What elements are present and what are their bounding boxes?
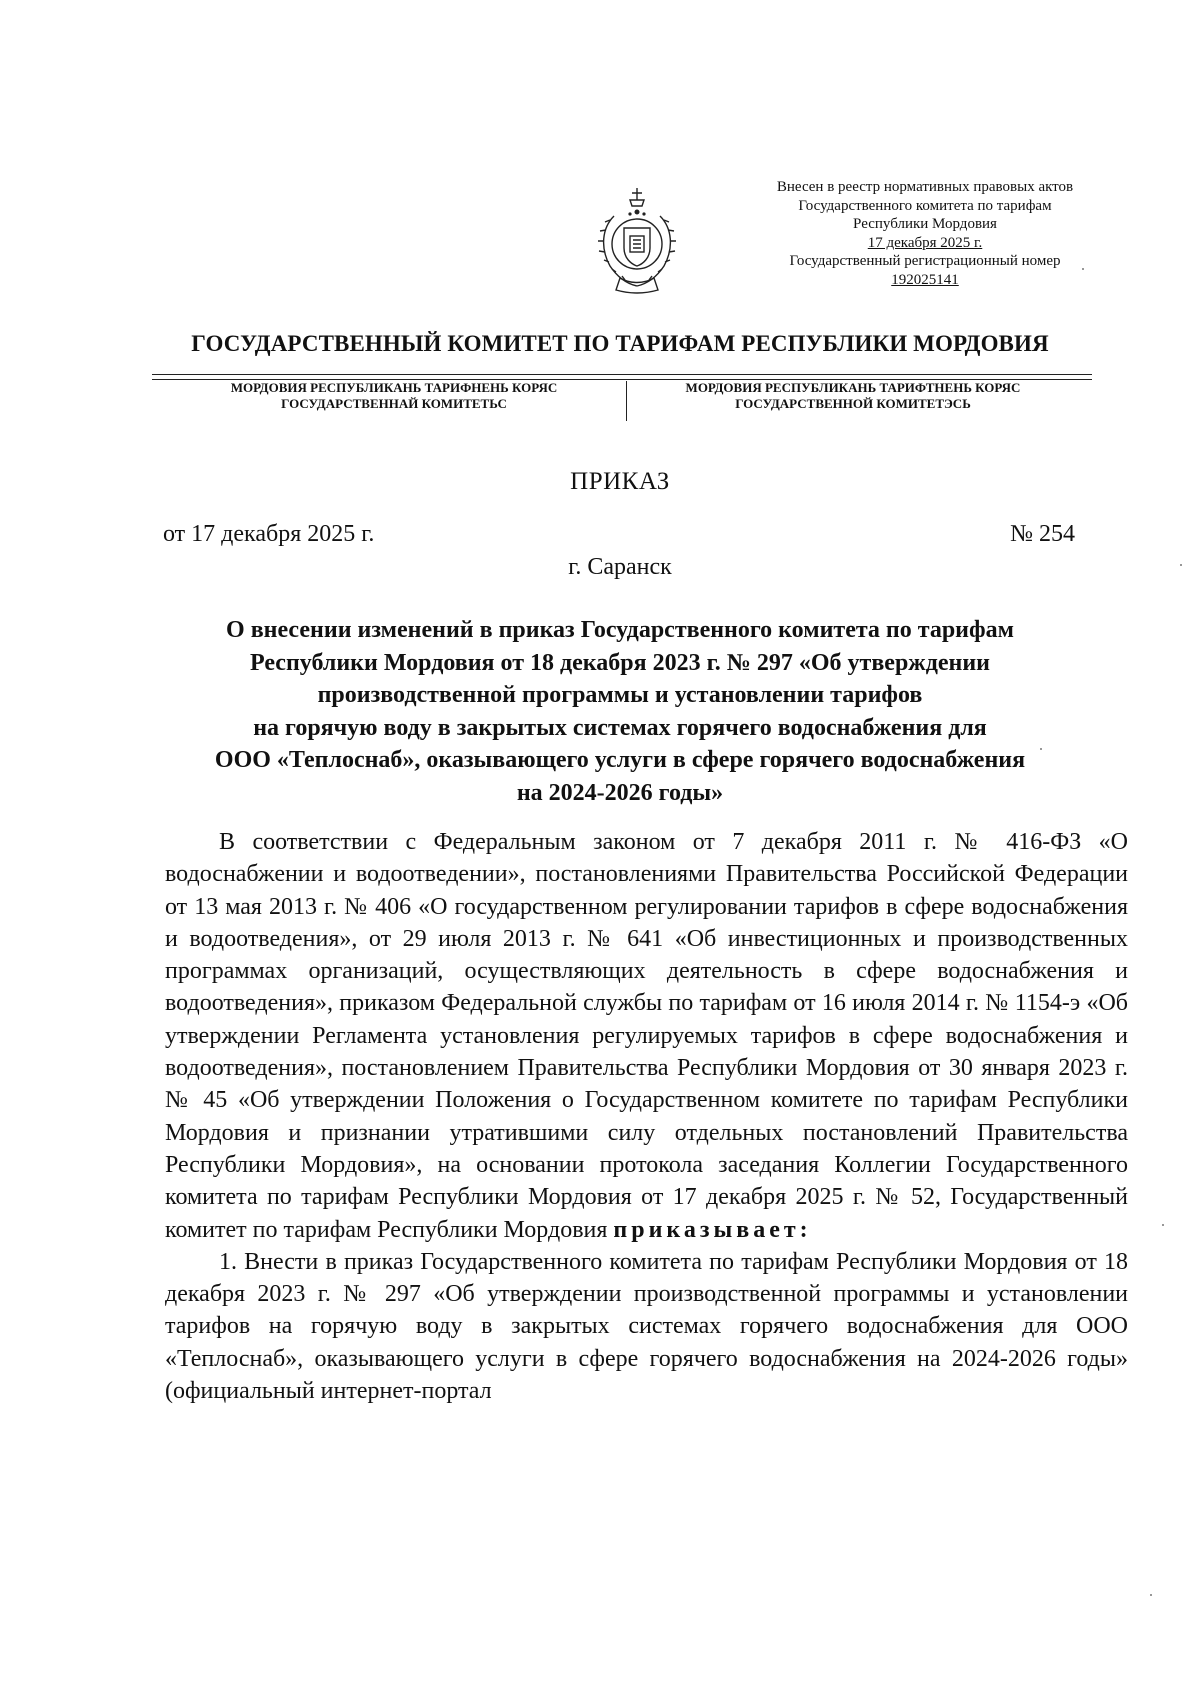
- registry-number: 192025141: [891, 271, 959, 288]
- order-city: г. Саранск: [568, 554, 672, 580]
- registry-line-1: Внесен в реестр нормативных правовых актов: [776, 179, 1074, 195]
- header-national-right: [638, 380, 1068, 412]
- scan-speck: [1082, 268, 1084, 270]
- header-column-divider: [626, 381, 627, 421]
- scan-speck: [1150, 1594, 1152, 1596]
- national-left-line-1: МОРДОВИЯ РЕСПУБЛИКАНЬ ТАРИФНЕНЬ КОРЯС: [230, 380, 558, 395]
- header-national-left: [178, 380, 610, 412]
- body-paragraph-item-1: 1. Внести в приказ Государственного комитета по тарифам Республики Мордовия от 18 декабря 2023 г. № 297 «Об утверждении производственной программы и установлении тарифов на горячую воду в закрытых системах горячего водоснабжения для ООО «Теплоснаб», оказывающего услуги в сфере горячего водоснабжения на 2024-2026 годы» (официальный интернет-портал: [165, 1248, 1128, 1405]
- title-line: Республики Мордовия от 18 декабря 2023 г. № 297 «Об утверждении: [250, 649, 990, 676]
- title-line: на горячую воду в закрытых системах горячего водоснабжения для: [253, 714, 987, 741]
- registry-line-2: Государственного комитета по тарифам: [798, 197, 1052, 214]
- scan-speck: [1180, 564, 1182, 566]
- document-title: [160, 614, 1080, 809]
- title-line: производственной программы и установлении тарифов: [317, 682, 923, 708]
- coat-of-arms-emblem: [592, 186, 682, 296]
- national-right-line-2: ГОСУДАРСТВЕННОЙ КОМИТЕТЭСЬ: [735, 396, 971, 411]
- title-line: О внесении изменений в приказ Государственного комитета по тарифам: [226, 617, 1014, 643]
- order-number: № 254: [1010, 521, 1075, 547]
- registry-date: 17 декабря 2025 г.: [867, 234, 983, 251]
- national-right-line-1: МОРДОВИЯ РЕСПУБЛИКАНЬ ТАРИФТНЕНЬ КОРЯС: [685, 380, 1021, 395]
- document-type: ПРИКАЗ: [570, 468, 670, 495]
- registry-number-label: Государственный регистрационный номер: [789, 253, 1061, 269]
- body-paragraph-preamble: [165, 826, 1128, 1246]
- preamble-text: В соответствии с Федеральным законом от 7 декабря 2011 г. № 416-ФЗ «О водоснабжении и водоотведении», постановлениями Правительства Российской Федерации от 13 мая 2013 г. № 406 «О государственном регулировании тарифов в сфере водоснабжения и водоотведения», от 29 июля 2013 г. № 641 «Об инвестиционных и производственных программах организаций, осуществляющих деятельность в сфере водоснабжения и водоотведения», приказом Федеральной службы по тарифам от 16 июля 2014 г. № 1154-э «Об утверждении Регламента установления регулируемых тарифов в сфере водоснабжения и водоотведения», постановлением Правительства Республики Мордовия от 30 января 2023 г. № 45 «Об утверждении Положения о Государственном комитете по тарифам Республики Мордовия и признании утратившими силу отдельных постановлений Правительства Республики Мордовия», на основании протокола заседания Коллегии Государственного комитета по тарифам Республики Мордовия от 17 декабря 2025 г. № 52, Государственный комитет по тарифам Республики Мордовия: [165, 829, 1128, 1243]
- national-left-line-2: ГОСУДАРСТВЕННАЙ КОМИТЕТЬС: [281, 396, 507, 411]
- registry-stamp: [740, 178, 1110, 289]
- order-date: от 17 декабря 2025 г.: [163, 521, 375, 547]
- title-line: ООО «Теплоснаб», оказывающего услуги в сфере горячего водоснабжения: [214, 747, 1026, 773]
- document-body: [165, 826, 1128, 1407]
- organization-title: ГОСУДАРСТВЕННЫЙ КОМИТЕТ ПО ТАРИФАМ РЕСПУБЛИКИ МОРДОВИЯ: [191, 331, 1049, 356]
- registry-line-3: Республики Мордовия: [853, 216, 997, 232]
- orders-word: приказывает:: [613, 1216, 812, 1243]
- title-line: на 2024-2026 годы»: [516, 779, 724, 806]
- scan-speck: [1162, 1224, 1164, 1226]
- scan-speck: [1040, 748, 1042, 750]
